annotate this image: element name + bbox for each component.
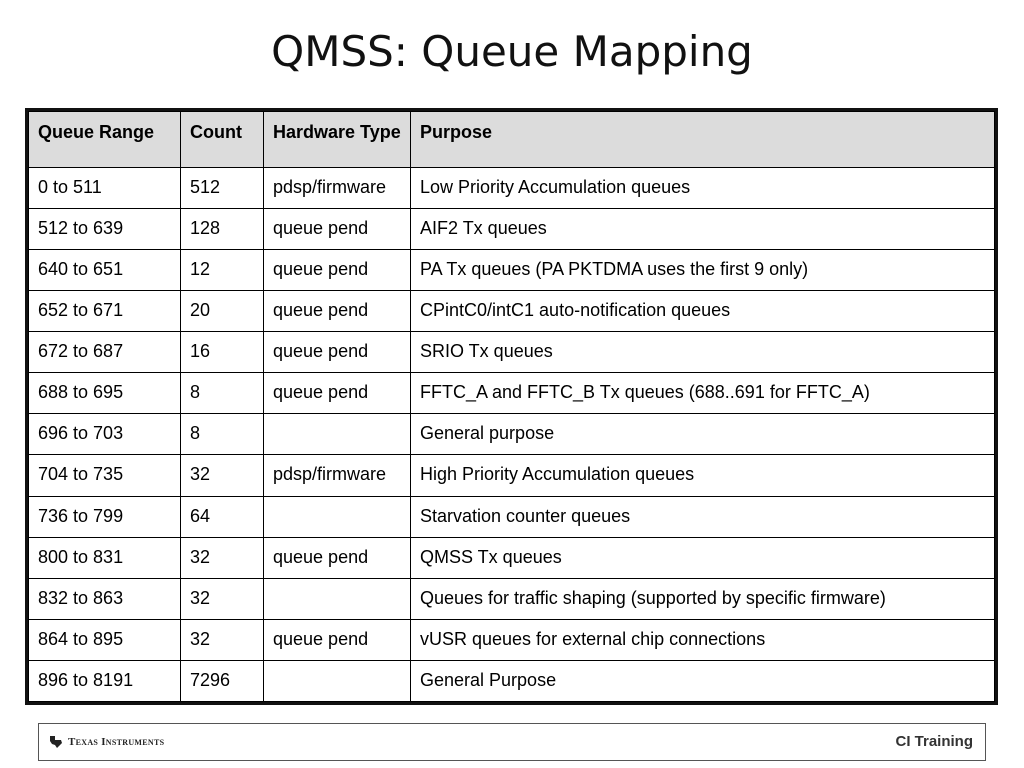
header-hardware-type: Hardware Type xyxy=(264,112,411,168)
cell-hardware-type: queue pend xyxy=(264,291,411,332)
cell-hardware-type: queue pend xyxy=(264,373,411,414)
cell-hardware-type xyxy=(264,496,411,537)
footer-bar xyxy=(38,723,986,761)
table-row xyxy=(29,619,995,660)
cell-purpose: vUSR queues for external chip connections xyxy=(411,619,995,660)
cell-count: 32 xyxy=(181,537,264,578)
cell-count: 512 xyxy=(181,168,264,209)
cell-purpose: General purpose xyxy=(411,414,995,455)
cell-queue-range: 704 to 735 xyxy=(29,455,181,496)
cell-count: 32 xyxy=(181,455,264,496)
cell-hardware-type xyxy=(264,660,411,701)
cell-hardware-type: pdsp/firmware xyxy=(264,455,411,496)
header-purpose: Purpose xyxy=(411,112,995,168)
cell-queue-range: 0 to 511 xyxy=(29,168,181,209)
cell-purpose: SRIO Tx queues xyxy=(411,332,995,373)
cell-count: 32 xyxy=(181,578,264,619)
cell-purpose: High Priority Accumulation queues xyxy=(411,455,995,496)
cell-queue-range: 800 to 831 xyxy=(29,537,181,578)
cell-queue-range: 640 to 651 xyxy=(29,250,181,291)
ti-logo-text: Texas Instruments xyxy=(68,736,165,748)
cell-queue-range: 864 to 895 xyxy=(29,619,181,660)
cell-purpose: AIF2 Tx queues xyxy=(411,209,995,250)
table-row xyxy=(29,414,995,455)
cell-purpose: Low Priority Accumulation queues xyxy=(411,168,995,209)
cell-purpose: FFTC_A and FFTC_B Tx queues (688..691 for FFTC_A) xyxy=(411,373,995,414)
cell-hardware-type: queue pend xyxy=(264,250,411,291)
texas-state-icon xyxy=(49,735,63,749)
cell-count: 20 xyxy=(181,291,264,332)
table-row xyxy=(29,537,995,578)
cell-purpose: PA Tx queues (PA PKTDMA uses the first 9 only) xyxy=(411,250,995,291)
cell-purpose: Queues for traffic shaping (supported by specific firmware) xyxy=(411,578,995,619)
ci-training-label: CI Training xyxy=(895,733,973,750)
cell-queue-range: 896 to 8191 xyxy=(29,660,181,701)
cell-count: 7296 xyxy=(181,660,264,701)
cell-count: 12 xyxy=(181,250,264,291)
table-header-row xyxy=(29,112,995,168)
cell-purpose: Starvation counter queues xyxy=(411,496,995,537)
cell-queue-range: 832 to 863 xyxy=(29,578,181,619)
cell-count: 8 xyxy=(181,373,264,414)
cell-queue-range: 652 to 671 xyxy=(29,291,181,332)
table-row xyxy=(29,578,995,619)
cell-count: 16 xyxy=(181,332,264,373)
table-row xyxy=(29,168,995,209)
cell-queue-range: 672 to 687 xyxy=(29,332,181,373)
cell-purpose: QMSS Tx queues xyxy=(411,537,995,578)
cell-hardware-type: pdsp/firmware xyxy=(264,168,411,209)
cell-hardware-type: queue pend xyxy=(264,537,411,578)
table-body xyxy=(29,168,995,702)
table-row xyxy=(29,373,995,414)
cell-hardware-type: queue pend xyxy=(264,209,411,250)
table-row xyxy=(29,660,995,701)
cell-queue-range: 688 to 695 xyxy=(29,373,181,414)
cell-purpose: CPintC0/intC1 auto-notification queues xyxy=(411,291,995,332)
ti-logo xyxy=(49,735,164,749)
table-row xyxy=(29,455,995,496)
table-row xyxy=(29,496,995,537)
table-row xyxy=(29,332,995,373)
table-row xyxy=(29,209,995,250)
cell-queue-range: 696 to 703 xyxy=(29,414,181,455)
cell-count: 64 xyxy=(181,496,264,537)
queue-mapping-table xyxy=(28,111,995,702)
cell-count: 32 xyxy=(181,619,264,660)
cell-queue-range: 512 to 639 xyxy=(29,209,181,250)
queue-mapping-table-container xyxy=(25,108,998,705)
table-row xyxy=(29,291,995,332)
slide-title: QMSS: Queue Mapping xyxy=(271,27,753,76)
table-row xyxy=(29,250,995,291)
header-count: Count xyxy=(181,112,264,168)
cell-count: 128 xyxy=(181,209,264,250)
cell-hardware-type xyxy=(264,414,411,455)
cell-hardware-type: queue pend xyxy=(264,332,411,373)
cell-purpose: General Purpose xyxy=(411,660,995,701)
cell-queue-range: 736 to 799 xyxy=(29,496,181,537)
cell-hardware-type xyxy=(264,578,411,619)
header-queue-range: Queue Range xyxy=(29,112,181,168)
cell-hardware-type: queue pend xyxy=(264,619,411,660)
cell-count: 8 xyxy=(181,414,264,455)
